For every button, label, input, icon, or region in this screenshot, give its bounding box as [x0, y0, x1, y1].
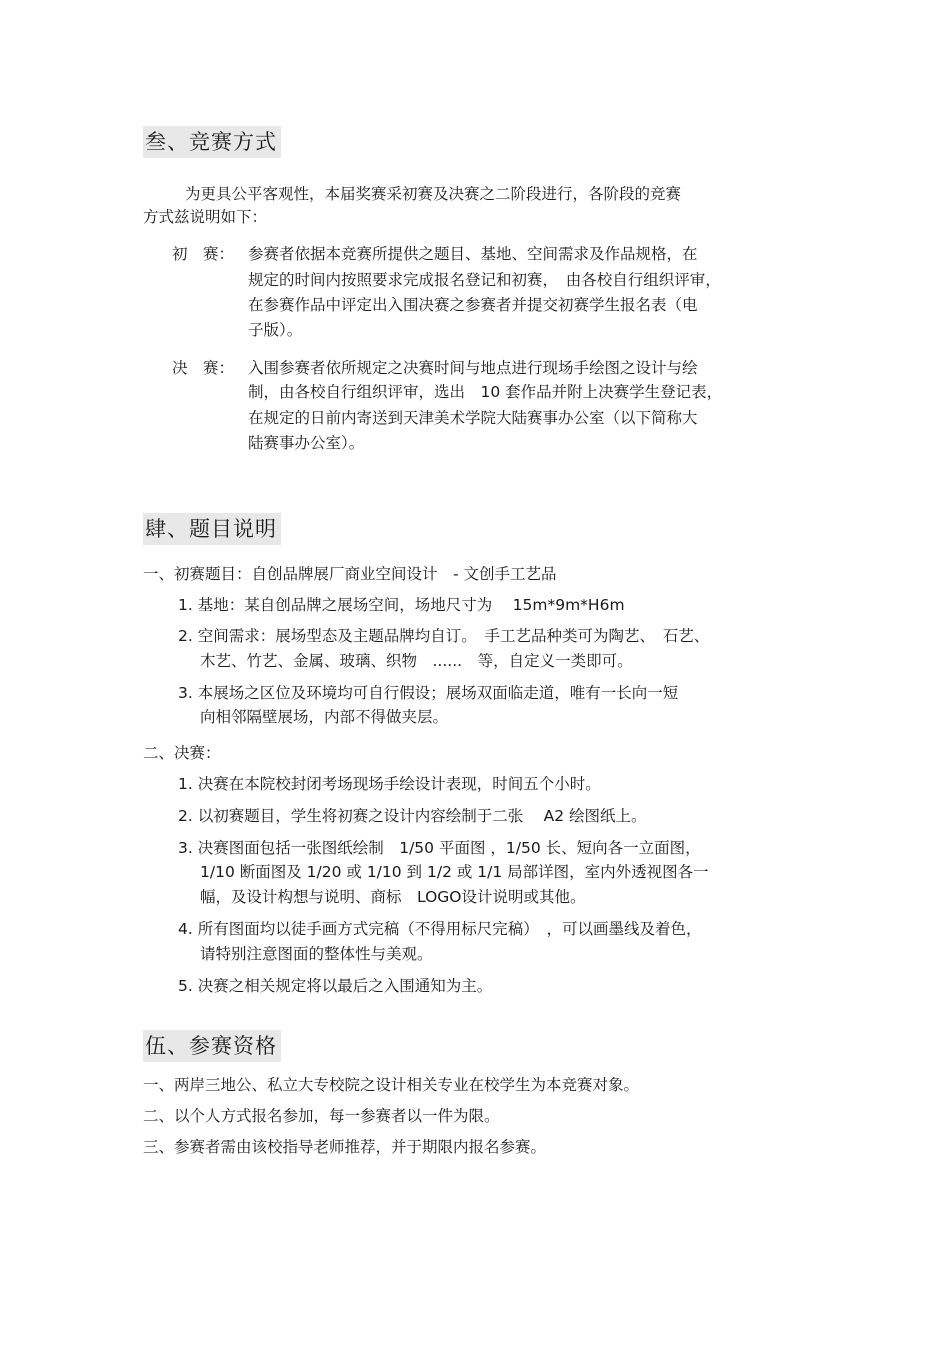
eligibility-item-2: 二、以个人方式报名参加，每一参赛者以一件为限。 [143, 1107, 500, 1125]
preliminary-text-2: 规定的时间内按照要求完成报名登记和初赛， 由各校自行组织评审， [248, 271, 721, 289]
final-item-4-line-1: 4. 所有图面均以徒手画方式完稿（不得用标尺完稿） ，可以画墨线及着色， [178, 920, 702, 938]
prelim-topic-title: 一、初赛题目：自创品牌展厂商业空间设计 - 文创手工艺品 [143, 565, 557, 583]
final-text-2: 制，由各校自行组织评审，选出 10 套作品并附上决赛学生登记表， [248, 383, 723, 401]
prelim-item-1: 1. 基地：某自创品牌之展场空间，场地尺寸为 15m*9m*H6m [178, 596, 625, 614]
section-heading-eligibility: 伍、参赛资格 [143, 1030, 281, 1062]
final-text-3: 在规定的日前内寄送到天津美术学院大陆赛事办公室（以下简称大 [248, 409, 698, 427]
prelim-item-2-line-1: 2. 空间需求：展场型态及主题品牌均自订。 手工艺品种类可为陶艺、 石艺、 [178, 627, 710, 645]
preliminary-label: 初 赛： [172, 245, 235, 263]
final-text-1: 入围参赛者依所规定之决赛时间与地点进行现场手绘图之设计与绘 [248, 359, 698, 377]
preliminary-text-4: 子版）。 [248, 321, 303, 339]
final-item-5: 5. 决赛之相关规定将以最后之入围通知为主。 [178, 977, 493, 995]
preliminary-text-1: 参赛者依据本竞赛所提供之题目、基地、空间需求及作品规格，在 [248, 245, 698, 263]
final-label: 决 赛： [172, 359, 235, 377]
final-item-4-line-2: 请特别注意图面的整体性与美观。 [200, 945, 433, 963]
eligibility-item-1: 一、两岸三地公、私立大专校院之设计相关专业在校学生为本竞赛对象。 [143, 1076, 640, 1094]
final-topic-title: 二、决赛： [143, 744, 221, 762]
final-text-4: 陆赛事办公室）。 [248, 434, 365, 452]
final-item-3-line-1: 3. 决赛图面包括一张图纸绘制 1/50 平面图 ，1/50 长、短向各一立面图， [178, 839, 701, 857]
intro-line-2: 方式兹说明如下： [143, 208, 268, 226]
final-item-3-line-2: 1/10 断面图及 1/20 或 1/10 到 1/2 或 1/1 局部详图，室内外透视图各一 [200, 863, 709, 881]
section-heading-competition-method: 叁、竞赛方式 [143, 126, 281, 158]
eligibility-item-3: 三、参赛者需由该校指导老师推荐，并于期限内报名参赛。 [143, 1138, 547, 1156]
final-item-3-line-3: 幅，及设计构想与说明、商标 LOGO设计说明或其他。 [200, 888, 586, 906]
prelim-item-3-line-1: 3. 本展场之区位及环境均可自行假设；展场双面临走道，唯有一长向一短 [178, 684, 679, 702]
prelim-item-2-line-2: 木艺、竹艺、金属、玻璃、织物 ...... 等，自定义一类即可。 [200, 652, 633, 670]
preliminary-text-3: 在参赛作品中评定出入围决赛之参赛者并提交初赛学生报名表（电 [248, 296, 698, 314]
intro-line-1: 为更具公平客观性，本届奖赛采初赛及决赛之二阶段进行，各阶段的竞赛 [185, 185, 682, 203]
section-heading-topic: 肆、题目说明 [143, 513, 281, 545]
final-item-1: 1. 决赛在本院校封闭考场现场手绘设计表现，时间五个小时。 [178, 775, 601, 793]
final-item-2: 2. 以初赛题目，学生将初赛之设计内容绘制于二张 A2 绘图纸上。 [178, 807, 647, 825]
prelim-item-3-line-2: 向相邻隔壁展场，内部不得做夹层。 [200, 708, 449, 726]
